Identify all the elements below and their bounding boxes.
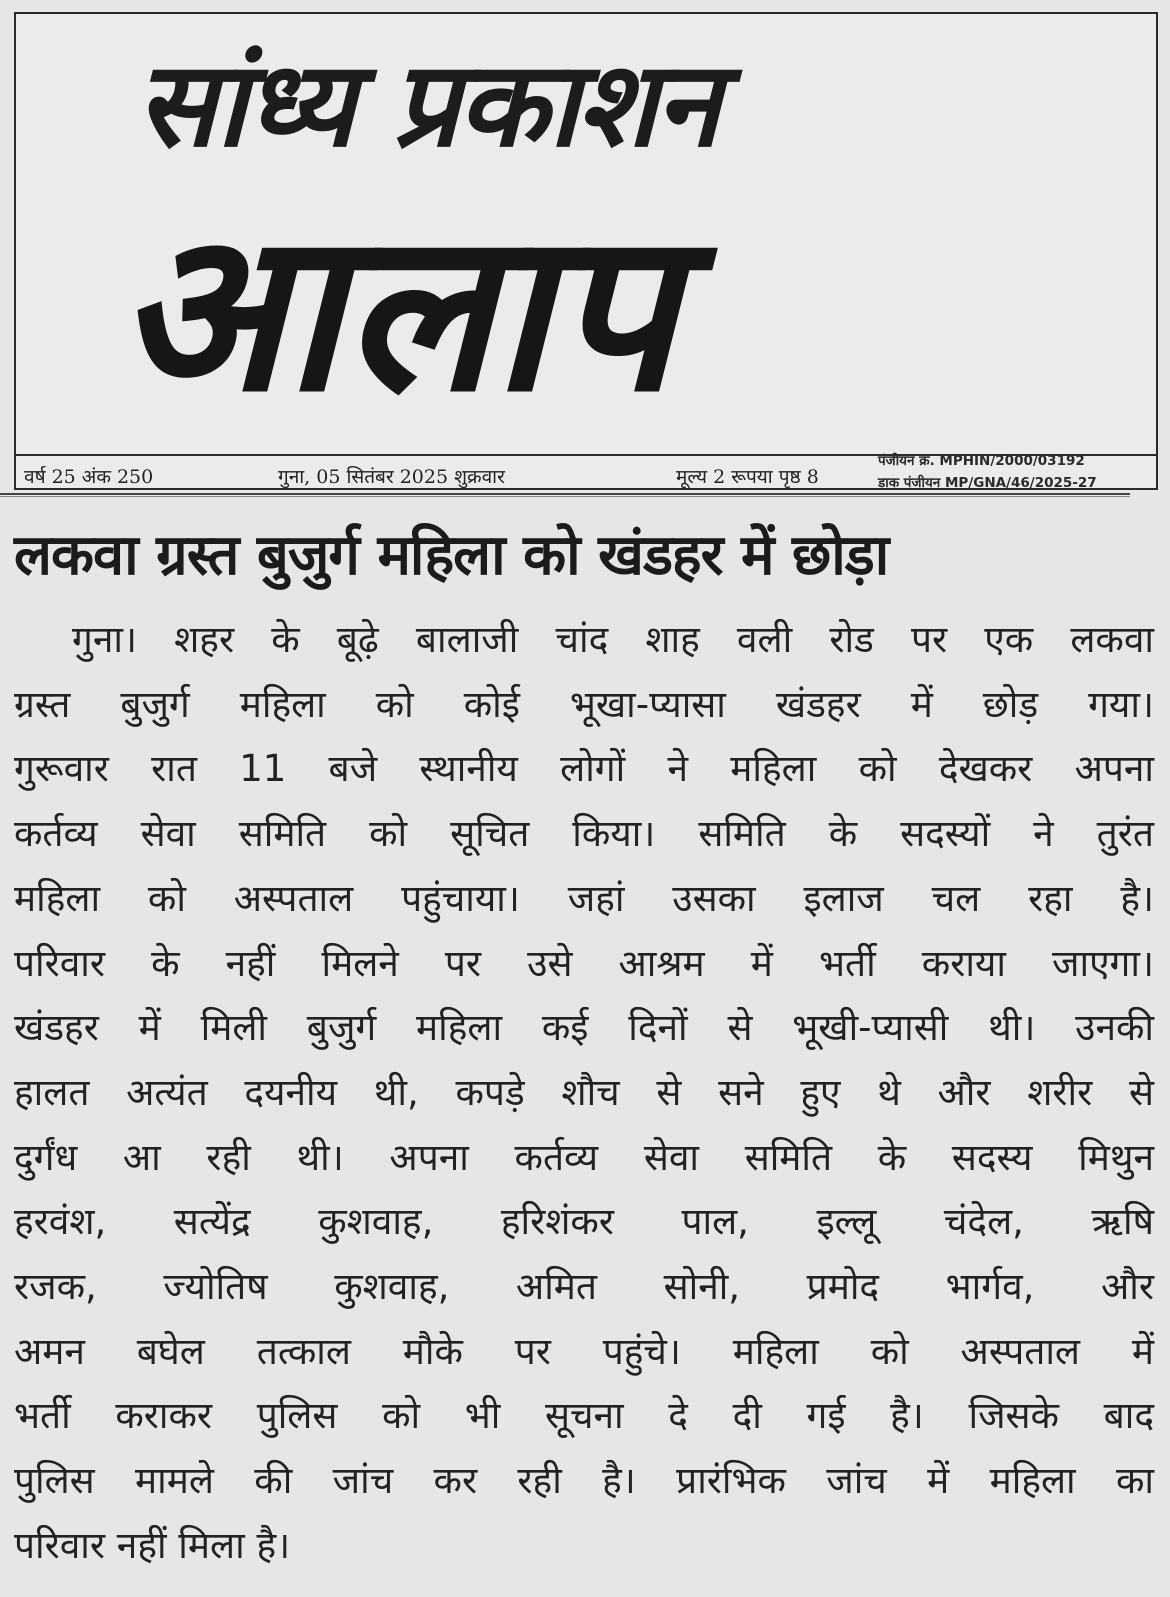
logo-title: आलाप xyxy=(116,181,678,440)
article-body xyxy=(14,608,1154,1579)
registration-info xyxy=(878,450,1097,490)
price-pages: मूल्य 2 रूपया पृष्ठ 8 xyxy=(676,466,819,488)
article-line: महिला को अस्पताल पहुंचाया। जहां उसका इलाज चल रहा है। xyxy=(14,876,1154,920)
masthead xyxy=(14,12,1158,490)
logo-subtitle: सांध्य प्रकाशन xyxy=(136,34,719,173)
article-line: खंडहर में मिली बुजुर्ग महिला कई दिनों से भूखी-प्यासी थी। उनकी xyxy=(14,1006,1154,1050)
article-line: रजक, ज्योतिष कुशवाह, अमित सोनी, प्रमोद भार्गव, और xyxy=(14,1265,1154,1309)
article-line: परिवार नहीं मिला है। xyxy=(14,1523,291,1567)
article-line: गुरूवार रात 11 बजे स्थानीय लोगों ने महिला को देखकर अपना xyxy=(14,747,1154,791)
article-line: अमन बघेल तत्काल मौके पर पहुंचे। महिला को अस्पताल में xyxy=(14,1329,1154,1373)
article-line: भर्ती कराकर पुलिस को भी सूचना दे दी गई है। जिसके बाद xyxy=(14,1394,1154,1438)
newspaper-logo xyxy=(16,14,1156,454)
publication-date: गुना, 05 सितंबर 2025 शुक्रवार xyxy=(278,466,505,488)
article-line: गुना। शहर के बूढ़े बालाजी चांद शाह वली रोड पर एक लकवा xyxy=(72,618,1154,661)
postal-registration: डाक पंजीयन MP/GNA/46/2025-27 xyxy=(878,475,1097,490)
article-line: दुर्गंध आ रही थी। अपना कर्तव्य सेवा समिति के सदस्य मिथुन xyxy=(14,1135,1154,1179)
issue-number: वर्ष 25 अंक 250 xyxy=(24,466,154,488)
article-line: पुलिस मामले की जांच कर रही है। प्रारंभिक जांच में महिला का xyxy=(14,1459,1154,1503)
article xyxy=(14,510,1154,1579)
article-line: ग्रस्त बुजुर्ग महिला को कोई भूखा-प्यासा खंडहर में छोड़ गया। xyxy=(14,682,1154,726)
article-line: कर्तव्य सेवा समिति को सूचित किया। समिति के सदस्यों ने तुरंत xyxy=(14,812,1154,856)
article-headline: लकवा ग्रस्त बुजुर्ग महिला को खंडहर में छोड़ा xyxy=(14,523,889,588)
dateline-bar xyxy=(16,453,1156,490)
article-line: हरवंश, सत्येंद्र कुशवाह, हरिशंकर पाल, इल्लू चंदेल, ऋषि xyxy=(14,1200,1154,1244)
section-rule xyxy=(0,493,1130,497)
registration-number: पंजीयन क्र. MPHIN/2000/03192 xyxy=(878,453,1085,469)
article-line: परिवार के नहीं मिलने पर उसे आश्रम में भर्ती कराया जाएगा। xyxy=(14,941,1154,985)
article-line: हालत अत्यंत दयनीय थी, कपड़े शौच से सने हुए थे और शरीर से xyxy=(14,1070,1154,1114)
